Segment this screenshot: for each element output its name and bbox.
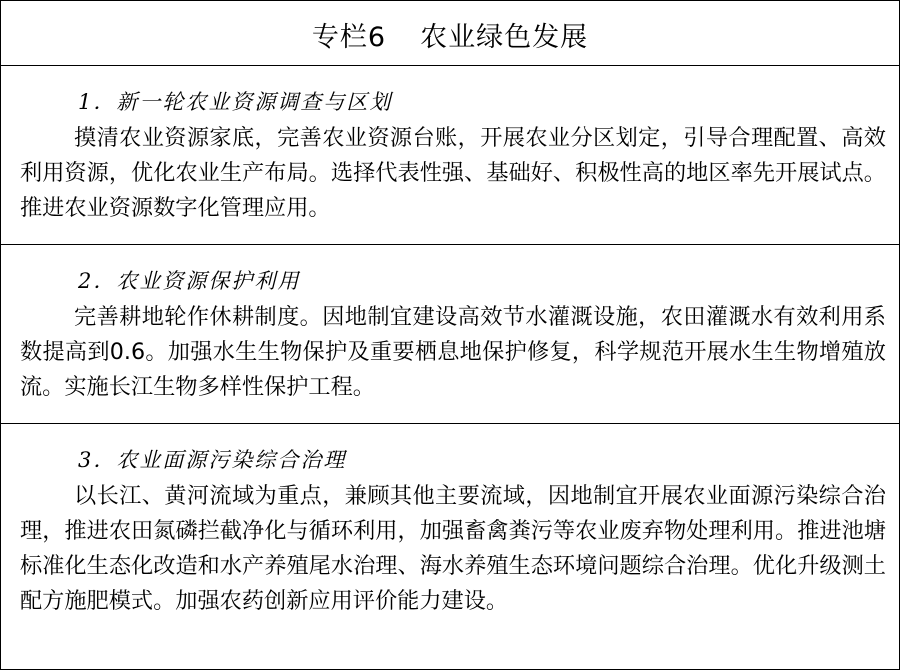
column-title — [312, 13, 588, 54]
column-label: 专栏6 — [311, 21, 387, 53]
section-heading: 1．新一轮农业资源调查与区划 — [78, 90, 393, 114]
section-heading: 3．农业面源污染综合治理 — [78, 448, 347, 472]
section-body: 摸清农业资源家底，完善农业资源台账，开展农业分区划定，引导合理配置、高效利用资源，优化农业生产布局。选择代表性强、基础好、积极性高的地区率先开展试点。推进农业资源数字化管理应用。 — [20, 125, 886, 221]
section-body: 以长江、黄河流域为重点，兼顾其他主要流域，因地制宜开展农业面源污染综合治理，推进农田氮磷拦截净化与循环利用，加强畜禽粪污等农业废弃物处理利用。推进池塘标准化生态化改造和水产养殖尾水治理、海水养殖生态环境问题综合治理。优化升级测土配方施肥模式。加强农药创新应用评价能力建设。 — [20, 483, 886, 614]
section-resource-survey — [1, 66, 899, 245]
title-row — [1, 1, 899, 66]
section-resource-protection — [1, 245, 899, 424]
column-title-text: 农业绿色发展 — [420, 21, 589, 53]
section-pollution-control — [1, 424, 899, 669]
section-heading: 2．农业资源保护利用 — [78, 269, 301, 293]
section-body: 完善耕地轮作休耕制度。因地制宜建设高效节水灌溉设施，农田灌溉水有效利用系数提高到0.6。加强水生生物保护及重要栖息地保护修复，科学规范开展水生生物增殖放流。实施长江生物多样性保护工程。 — [20, 304, 886, 400]
